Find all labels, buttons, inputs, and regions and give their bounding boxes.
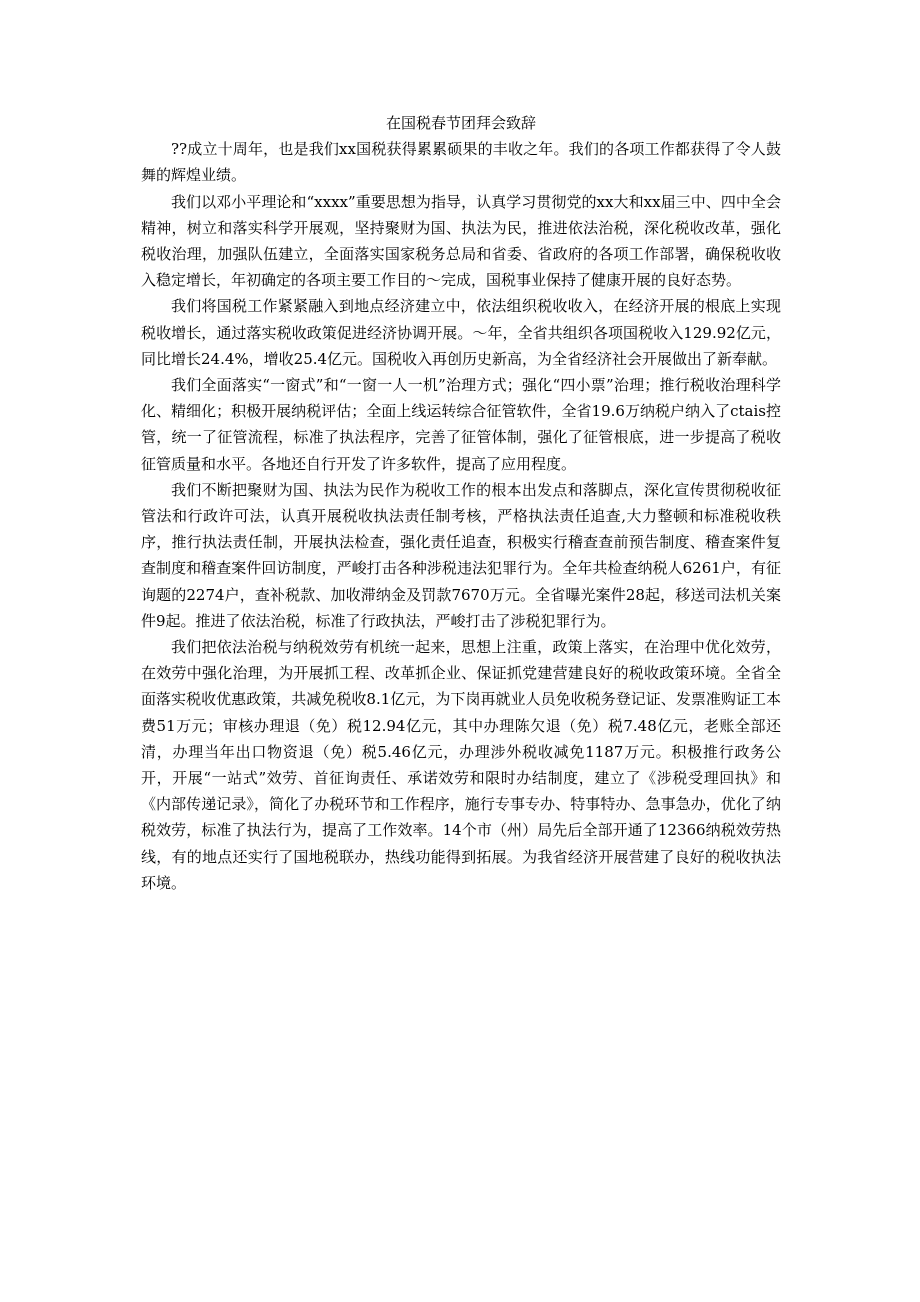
paragraph-4: 我们全面落实“一窗式”和“一窗一人一机”治理方式；强化“四小票”治理；推行税收治理科学化、精细化；积极开展纳税评估；全面上线运转综合征管软件，全省19.6万纳税户纳入了ctais控管，统一了征管流程，标准了执法程序，完善了征管体制，强化了征管根底，进一步提高了税收征管质量和水平。各地还自行开发了许多软件，提高了应用程度。 xyxy=(141,376,781,473)
document-title: 在国税春节团拜会致辞 xyxy=(385,114,536,132)
paragraph-5: 我们不断把聚财为国、执法为民作为税收工作的根本出发点和落脚点，深化宣传贯彻税收征管法和行政许可法，认真开展税收执法责任制考核，严格执法责任追查,大力整顿和标准税收秩序，推行执法责任制，开展执法检查，强化责任追查，积极实行稽查查前预告制度、稽查案件复查制度和稽查案件回访制度，严峻打击各种涉税违法犯罪行为。全年共检查纳税人6261户，有征询题的2274户，查补税款、加收滞纳金及罚款7670万元。全省曝光案件28起，移送司法机关案件9起。推进了依法治税，标准了行政执法，严峻打击了涉税犯罪行为。 xyxy=(141,480,781,630)
paragraph-3: 我们将国税工作紧紧融入到地点经济建立中，依法组织税收收入，在经济开展的根底上实现税收增长，通过落实税收政策促进经济协调开展。～年，全省共组织各项国税收入129.92亿元，同比增长24.4%，增收25.4亿元。国税收入再创历史新高，为全省经济社会开展做出了新奉献。 xyxy=(141,297,781,368)
paragraph-2: 我们以邓小平理论和“xxxx”重要思想为指导，认真学习贯彻党的xx大和xx届三中、四中全会精神，树立和落实科学开展观，坚持聚财为国、执法为民，推进依法治税，深化税收改革，强化税收治理，加强队伍建立，全面落实国家税务总局和省委、省政府的各项工作部署，确保税收收入稳定增长，年初确定的各项主要工作目的～完成，国税事业保持了健康开展的良好态势。 xyxy=(141,192,781,290)
document-body xyxy=(141,110,781,896)
paragraph-1: ??成立十周年，也是我们xx国税获得累累硕果的丰收之年。我们的各项工作都获得了令人鼓舞的辉煌业绩。 xyxy=(141,140,781,185)
paragraph-6: 我们把依法治税与纳税效劳有机统一起来，思想上注重，政策上落实，在治理中优化效劳，在效劳中强化治理，为开展抓工程、改革抓企业、保证抓党建营建良好的税收政策环境。全省全面落实税收优惠政策，共减免税收8.1亿元，为下岗再就业人员免收税务登记证、发票准购证工本费51万元；审核办理退（免）税12.94亿元，其中办理陈欠退（免）税7.48亿元，老账全部还清，办理当年出口物资退（免）税5.46亿元，办理涉外税收减免1187万元。积极推行政务公开，开展“一站式”效劳、首征询责任、承诺效劳和限时办结制度，建立了《涉税受理回执》和《内部传递记录》，简化了办税环节和工作程序，施行专事专办、特事特办、急事急办，优化了纳税效劳，标准了执法行为，提高了工作效率。14个市（州）局先后全部开通了12366纳税效劳热线，有的地点还实行了国地税联办，热线功能得到拓展。为我省经济开展营建了良好的税收执法环境。 xyxy=(141,638,781,892)
